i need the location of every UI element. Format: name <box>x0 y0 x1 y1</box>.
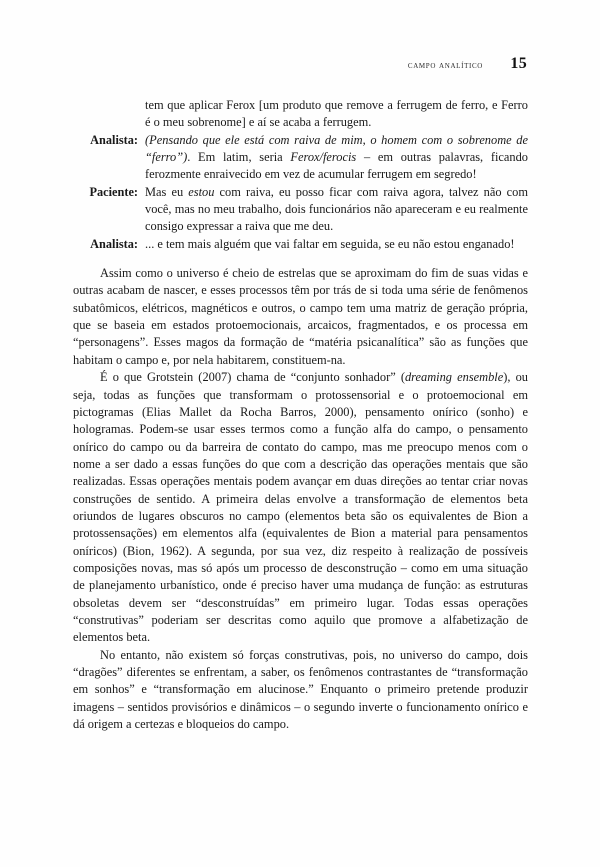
body-paragraph-3: No entanto, não existem só forças construtivas, pois, no universo do campo, dois “dragões” diferentes se enfrentam, a saber, os fenômenos contrastantes de “transformação em sonhos” e “transformação em alucinose.” Enquanto o primeiro pretende produzir imagens – sentidos provisórios e dinâmicos – o segundo inverte o funcionamento onírico e dá origem a certezas e bloqueios do campo. <box>73 647 528 732</box>
text-block <box>73 97 528 733</box>
dialogue-lead-text: tem que aplicar Ferox [um produto que remove a ferrugem de ferro, e Ferro é o meu sobrenome] e aí se acaba a ferrugem. <box>145 98 528 130</box>
running-title: campo analítico <box>407 61 483 71</box>
dialogue-excerpt <box>73 97 528 253</box>
running-head <box>73 55 527 77</box>
dialogue-turn-paciente-1 <box>73 184 528 236</box>
dialogue-turn-lead <box>73 97 528 132</box>
dialogue-text-analista-2: ... e tem mais alguém que vai faltar em seguida, se eu não estou enganado! <box>145 236 515 251</box>
body-text <box>73 265 528 733</box>
body-paragraph-2: É o que Grotstein (2007) chama de “conjunto sonhador” (dreaming ensemble), ou seja, todas as funções que transformam o protossensorial e o protoemocional em pictogramas (Elias Mallet da Rocha Barros, 2000), pensamento onírico (sonho) e hologramas. Podem-se usar esses termos como a função alfa do campo, o pensamento onírico do campo ou da barreira de contato do campo, mas me preocupo menos com o nome a ser dado a essas funções do que com a descrição das operações mentais que são realizadas. Essas operações mentais podem avançar em duas direções ao tentar criar novas construções de sentido. A primeira delas envolve a transformação de elementos beta oriundos de lugares obscuros no campo (elementos beta são os equivalentes de Bion a protossensações) em elementos alfa (equivalentes de Bion a material para pensamentos oníricos) (Bion, 1962). A segunda, por sua vez, diz respeito à realização de possíveis composições novas, mas só após um processo de desconstrução – como em uma situação de planejamento urbanístico, onde é preciso haver uma mudança de função: as estruturas obsoletas devem ser “desconstruídas” em primeiro lugar. Todas essas operações “construtivas” poderiam ser descritas como aquilo que promove a alfabetização de elementos beta. <box>73 370 529 645</box>
body-paragraph-1: Assim como o universo é cheio de estrelas que se aproximam do fim de suas vidas e outras acabam de nascer, e esses processos têm por trás de si toda uma série de fenômenos subatômicos, elétricos, magnéticos e outros, o campo tem uma matriz de geração própria, que se baseia em estados protoemocionais, arcaicos, fragmentados, e os processa em “personagens”. Esses magos da formação de “matéria psicanalítica” são as funções que habitam o campo e, por nela habitarem, constituem-na. <box>73 266 528 367</box>
page-number: 15 <box>510 55 527 72</box>
dialogue-text-paciente-1: Mas eu estou com raiva, eu posso ficar com raiva agora, talvez não com você, mas no meu trabalho, dois funcionários não apareceram e eu realmente consigo expressar a raiva que me deu. <box>145 184 528 234</box>
dialogue-text-analista-1: (Pensando que ele está com raiva de mim, o homem com o sobrenome de “ferro”). Em latim, seria Ferox/ferocis – em outras palavras, ficando ferozmente enraivecido em vez de acumular ferrugem em segredo! <box>145 132 528 182</box>
speaker-label-paciente: Paciente: <box>89 184 138 199</box>
speaker-label-analista: Analista: <box>90 132 138 147</box>
dialogue-turn-analista-2 <box>73 236 528 253</box>
speaker-label-analista-2: Analista: <box>90 236 138 251</box>
dialogue-turn-analista-1 <box>73 132 528 184</box>
